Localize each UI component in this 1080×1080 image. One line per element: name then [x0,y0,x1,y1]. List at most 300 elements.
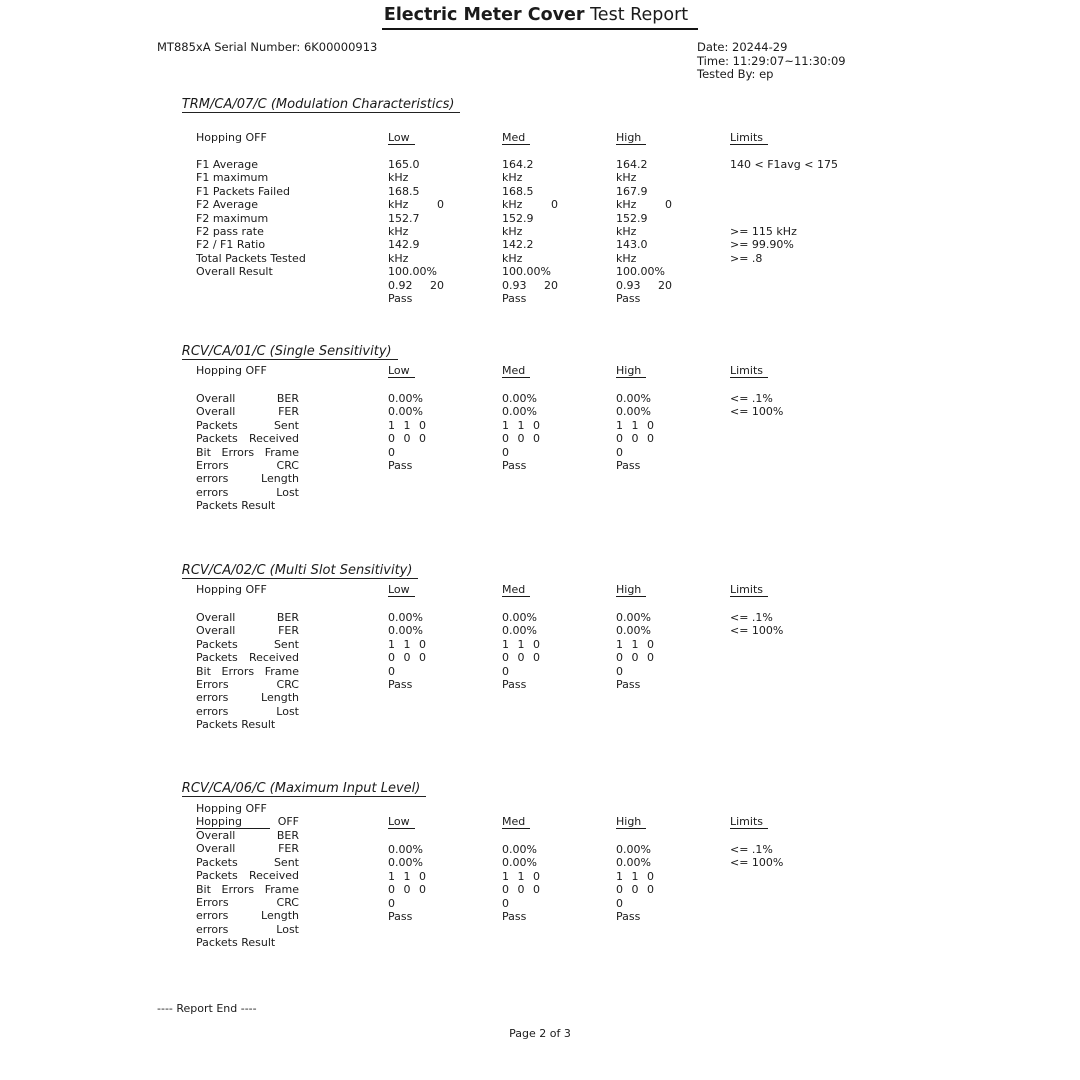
table-line [502,198,558,211]
table-line [388,459,426,472]
row-header-hopping: Hopping OFF [196,815,299,828]
table-cell-text: FER [278,624,299,638]
table-cell-text: 152.9 [616,211,648,225]
table-line [196,936,299,949]
table-cell-text: >= .8 [730,251,763,265]
table-cell-text: Errors [221,664,255,678]
table-cell-text: Overall [196,611,236,624]
table-line [616,279,672,292]
table-line [616,392,654,405]
table-line [730,856,783,869]
table-cell-text: 20 [658,278,672,292]
table-cell-text: 100.00% [502,265,551,279]
column-header-high: High [616,583,646,597]
table-line [730,392,783,405]
page-title-rest: Test Report [584,5,689,25]
table-cell-text: Packets [196,432,238,446]
table-line [730,225,838,238]
low-column [388,392,426,472]
table-cell-text: errors [196,704,229,718]
table-cell-text: 0 [437,198,444,212]
table-line [502,185,558,198]
table-cell-text: 0.00% [616,392,651,405]
table-cell-text: 164.2 [502,158,534,171]
table-cell-text: 1 [517,869,525,883]
table-line [730,212,838,225]
table-cell-text: <= 100% [730,624,784,638]
table-line [196,611,299,624]
limits-column [730,611,783,638]
table-line [616,638,654,651]
page-title-bold: Electric Meter Cover [383,5,585,25]
table-line [616,678,654,691]
table-cell-text: errors [196,485,229,499]
table-cell-text: 0 [388,445,395,459]
table-cell-text: Lost [276,704,299,718]
table-cell-text: Overall [196,842,236,856]
table-cell-text: Overall [196,392,236,405]
table-line [502,158,558,171]
table-cell-text: 0.93 [502,278,527,292]
table-cell-text: F2 / F1 Ratio [196,238,266,252]
table-cell-text: 0 [616,651,623,665]
table-cell-text: 0.00% [502,856,537,870]
table-line [196,705,299,718]
table-cell-text: 0 [403,883,411,897]
table-line [388,238,444,251]
table-cell-text: 0 [502,883,509,897]
column-header-limits: Limits [730,583,768,597]
table-cell-text: 1 [616,869,623,883]
table-cell-text: 0 [403,432,411,446]
table-cell-text: Pass [502,291,527,305]
table-cell-text: 0 [533,418,540,432]
table-line [196,238,326,251]
table-cell-text: 0.93 [616,278,641,292]
section-heading-text: TRM/CA/07/C (Modulation Characteristics) [182,98,461,112]
table-line [388,185,444,198]
table-cell-text: F1 Packets Failed [196,184,290,198]
test-time: Time: 11:29:07~11:30:09 [697,53,846,68]
table-line [502,225,558,238]
table-line [502,651,540,664]
table-cell-text: 1 [616,418,623,432]
labels-column [196,158,326,279]
table-cell-text: kHz [616,224,637,238]
table-cell-text: 0 [419,651,426,665]
table-cell-text: >= 115 kHz [730,224,797,238]
table-cell-text: Bit [196,445,211,459]
table-line [196,265,326,278]
table-cell-text: 0.00% [388,624,423,638]
table-line [502,843,540,856]
table-line [388,883,426,896]
hopping-off-line: Hopping OFF [196,802,267,815]
table-cell-text: Overall [196,405,236,419]
table-line [196,252,326,265]
table-cell-text: kHz [502,198,523,212]
low-column [388,843,426,923]
column-header-low: Low [388,364,415,378]
table-cell-text: Packets Result [196,936,276,950]
table-cell-text: 0 [616,896,623,910]
table-line [502,419,540,432]
table-line [502,446,540,459]
table-line [196,896,299,909]
column-header-med: Med [502,364,530,378]
table-cell-text: 143.0 [616,238,648,252]
table-cell-text: 142.9 [388,238,420,252]
table-cell-text: 0.00% [616,856,651,870]
table-line [196,829,299,842]
table-cell-text: 0 [502,445,509,459]
column-header-low: Low [388,131,415,145]
section-heading-text: RCV/CA/06/C (Maximum Input Level) [182,782,427,796]
table-line [616,198,672,211]
table-line [196,198,326,211]
table-cell-text: 168.5 [502,184,534,198]
table-line [388,665,426,678]
table-cell-text: Packets Result [196,499,276,513]
column-header-limits: Limits [730,131,768,145]
serial-number: MT885xA Serial Number: 6K00000913 [157,40,378,54]
table-line [196,718,299,731]
table-cell-text: <= .1% [730,843,773,856]
high-column [616,843,654,923]
table-cell-text: 1 [631,637,639,651]
table-line [502,611,540,624]
med-column [502,392,540,472]
table-cell-text: 0.00% [616,624,651,638]
table-cell-text: kHz [616,251,637,265]
table-cell-text: 0 [502,432,509,446]
table-cell-text: Packets [196,637,238,651]
table-cell-text: Received [248,869,299,883]
table-line [196,624,299,637]
table-cell-text: 1 [388,869,395,883]
table-cell-text: Lost [276,485,299,499]
column-header-high: High [616,364,646,378]
table-cell-text: 164.2 [616,158,648,171]
table-cell-text: Packets Result [196,718,276,732]
table-line [196,856,299,869]
high-column [616,611,654,691]
table-cell-text: CRC [276,677,299,691]
table-cell-text: 0 [647,432,654,446]
table-cell-text [730,171,734,184]
table-cell-text: 1 [388,637,395,651]
table-cell-text: 168.5 [388,184,420,198]
table-cell-text: 0 [388,883,395,897]
table-cell-text: 152.9 [502,211,534,225]
table-cell-text: 0 [388,432,395,446]
table-line [196,472,299,485]
table-line [502,405,540,418]
table-line [196,651,299,664]
table-cell-text: 0 [647,651,654,665]
table-cell-text: Overall Result [196,265,273,279]
med-column [502,843,540,923]
tested-by: Tested By: ep [697,67,774,82]
table-cell-text: <= .1% [730,392,773,405]
table-line [616,883,654,896]
table-line [388,638,426,651]
table-cell-text: Errors [221,445,255,459]
table-cell-text: 20 [544,278,558,292]
table-cell-text: 0.00% [616,843,651,856]
table-line [616,910,654,923]
table-cell-text [730,212,734,225]
low-column [388,611,426,691]
table-cell-text: Packets [196,418,238,432]
table-cell-text: Pass [616,458,641,472]
low-column [388,158,444,305]
row-header-hopping: Hopping OFF [196,364,267,377]
table-cell-text: 0 [551,198,558,212]
table-cell-text: kHz [388,224,409,238]
table-line [502,432,540,445]
table-line [196,392,299,405]
table-line [502,856,540,869]
table-line [502,265,558,278]
test-date: Date: 20244-29 [697,40,788,54]
table-line [616,611,654,624]
table-cell-text: 0.00% [616,405,651,419]
table-line [616,459,654,472]
table-cell-text: Received [248,651,299,665]
column-header-low: Low [388,815,415,829]
table-line [388,419,426,432]
table-cell-text: Errors [221,882,255,896]
table-cell-text: 0 [647,637,654,651]
high-column [616,392,654,472]
section-heading [157,85,460,126]
section-heading-text: RCV/CA/02/C (Multi Slot Sensitivity) [182,564,419,578]
table-cell-text: 0 [616,664,623,678]
row-header-hopping: Hopping OFF [196,131,267,144]
table-line [502,665,540,678]
column-header-med: Med [502,583,530,597]
table-line [730,171,838,184]
table-line [388,611,426,624]
table-cell-text: Pass [502,677,527,691]
table-line [388,292,444,305]
column-header-limits: Limits [730,364,768,378]
table-cell-text: 0 [631,651,639,665]
table-line [196,665,299,678]
table-line [388,446,426,459]
table-cell-text: 0.00% [502,843,537,856]
table-line [196,691,299,704]
page-title-underline [382,3,698,30]
table-cell-text: Overall [196,829,236,842]
table-cell-text: 0 [419,432,426,446]
table-cell-text: F2 Average [196,198,258,212]
table-line [502,292,558,305]
table-line [616,446,654,459]
table-line [730,843,783,856]
table-cell-text: 1 [403,418,411,432]
table-cell-text: Pass [616,291,641,305]
table-cell-text: 1 [403,869,411,883]
table-line [616,265,672,278]
table-line [502,252,558,265]
table-cell-text: 0 [533,432,540,446]
row-header-hopping: Hopping OFF [196,583,267,596]
table-cell-text: 142.2 [502,238,534,252]
table-line [616,405,654,418]
table-cell-text: CRC [276,895,299,909]
table-cell-text: 0 [388,664,395,678]
table-line [502,171,558,184]
table-cell-text: F1 maximum [196,171,269,185]
table-cell-text: kHz [502,251,523,265]
table-cell-text: F1 Average [196,158,258,171]
table-cell-text: Lost [276,922,299,936]
table-line [388,870,426,883]
table-cell-text: errors [196,691,229,705]
table-cell-text: 1 [616,637,623,651]
table-cell-text: Pass [388,458,413,472]
table-cell-text: 0 [647,869,654,883]
table-line [388,392,426,405]
table-cell-text: errors [196,922,229,936]
table-cell-text: CRC [276,458,299,472]
page-title [0,3,1080,30]
table-line [196,171,326,184]
table-cell-text: Sent [273,855,299,869]
table-cell-text: 0.00% [388,392,423,405]
table-line [616,185,672,198]
table-cell-text: 152.7 [388,211,420,225]
section-heading [157,332,398,373]
table-cell-text: 100.00% [388,265,437,279]
table-line [616,870,654,883]
table-cell-text: Pass [502,458,527,472]
table-line [388,432,426,445]
table-cell-text: 0 [616,432,623,446]
table-line [196,842,299,855]
column-header-med: Med [502,815,530,829]
table-line [730,624,783,637]
page-number: Page 2 of 3 [509,1027,571,1040]
table-cell-text: 1 [631,869,639,883]
table-line [196,446,299,459]
table-line [196,923,299,936]
table-line [502,459,540,472]
table-cell-text: 0.00% [388,611,423,624]
table-line [730,198,838,211]
table-cell-text: Packets [196,651,238,665]
table-line [616,158,672,171]
table-cell-text: 1 [517,418,525,432]
table-cell-text: 0 [388,896,395,910]
labels-column [196,611,299,732]
table-cell-text: BER [276,392,299,405]
test-meta [697,41,846,82]
table-line [388,678,426,691]
table-cell-text: 0.00% [502,624,537,638]
table-cell-text: 0.00% [502,405,537,419]
table-line [730,185,838,198]
table-cell-text: <= .1% [730,611,773,624]
table-line [616,624,654,637]
table-line [196,459,299,472]
table-cell-text: 1 [388,418,395,432]
table-cell-text: Pass [616,677,641,691]
table-line [196,419,299,432]
table-cell-text: 0.00% [502,611,537,624]
table-line [616,292,672,305]
table-line [502,238,558,251]
table-cell-text: Errors [196,895,229,909]
table-cell-text: 0 [665,198,672,212]
table-line [196,638,299,651]
table-cell-text: 1 [502,869,509,883]
table-line [502,392,540,405]
table-cell-text: Errors [196,458,229,472]
table-cell-text: 0.00% [388,856,423,870]
table-cell-text: 100.00% [616,265,665,279]
table-line [730,238,838,251]
table-line [196,158,326,171]
table-cell-text: kHz [502,224,523,238]
table-line [502,279,558,292]
table-cell-text: Pass [388,909,413,923]
table-cell-text: 0 [631,883,639,897]
column-header-low: Low [388,583,415,597]
table-line [502,870,540,883]
table-cell-text: 0 [631,432,639,446]
table-line [616,252,672,265]
table-cell-text: FER [278,842,299,856]
table-line [196,212,326,225]
table-cell-text: 0 [388,651,395,665]
table-cell-text [730,198,734,211]
table-cell-text: Pass [616,909,641,923]
column-header-high: High [616,131,646,145]
med-column [502,158,558,305]
table-cell-text: 165.0 [388,158,420,171]
table-cell-text: <= 100% [730,405,784,419]
table-cell-text: 1 [517,637,525,651]
table-line [388,856,426,869]
table-cell-text: 167.9 [616,184,648,198]
table-line [502,910,540,923]
table-line [616,432,654,445]
table-cell-text: 0 [647,418,654,432]
table-cell-text: 0 [502,664,509,678]
table-line [388,212,444,225]
table-cell-text: kHz [388,198,409,212]
table-line [196,909,299,922]
table-cell-text: Bit [196,664,211,678]
table-cell-text: Overall [196,624,236,638]
table-cell-text: 0 [419,883,426,897]
table-line [388,405,426,418]
table-line [196,225,326,238]
table-cell-text: 0.00% [616,611,651,624]
table-cell-text: F2 pass rate [196,224,264,238]
table-line [730,611,783,624]
table-cell-text: FER [278,405,299,419]
table-cell-text: 20 [430,278,444,292]
table-cell-text: 0.00% [388,405,423,419]
table-cell-text: 0.00% [502,392,537,405]
table-cell-text: Pass [388,677,413,691]
table-line [196,405,299,418]
table-line [616,419,654,432]
